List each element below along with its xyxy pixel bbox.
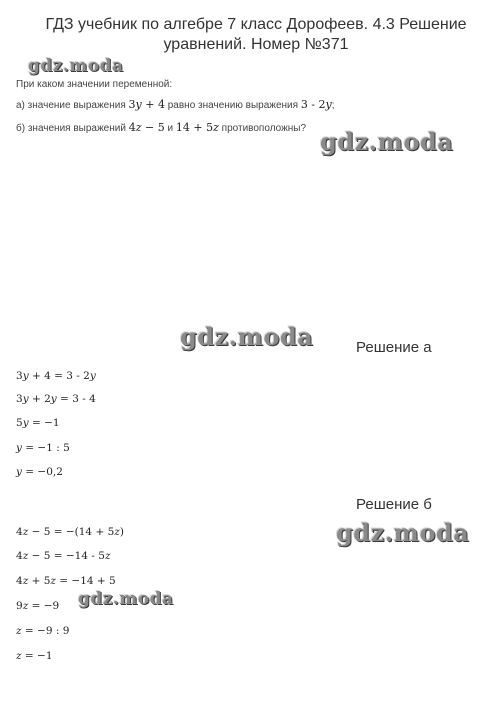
solution-b-step: 4z − 5 = −(14 + 5z) xyxy=(16,526,124,538)
solution-b-step: z = −1 xyxy=(16,650,53,662)
watermark-logo: gdz.moda xyxy=(336,518,470,547)
watermark-logo: gdz.moda xyxy=(28,56,124,76)
task-a-expression-2: 3 - 2y xyxy=(300,98,332,111)
task-b-prefix: б) значения выражений xyxy=(16,123,129,134)
task-a-expression-1: 3y + 4 xyxy=(128,98,165,111)
solution-a-step: y = −0,2 xyxy=(16,466,63,478)
solution-a-step: y = −1 : 5 xyxy=(16,442,70,454)
task-a-middle: равно значению выражения xyxy=(164,100,301,111)
solution-b-step: 9z = −9 xyxy=(16,600,60,612)
page-title: ГДЗ учебник по алгебре 7 класс Дорофеев. 4.3 Решение уравнений. Номер №371 xyxy=(45,16,467,53)
watermark-logo: gdz.moda xyxy=(78,589,174,609)
task-b-suffix: противоположны? xyxy=(218,123,307,134)
task-part-b xyxy=(16,121,306,135)
solution-b-heading: Решение б xyxy=(356,496,432,513)
task-a-prefix: а) значение выражения xyxy=(16,100,129,111)
task-b-expression-2: 14 + 5z xyxy=(175,121,219,134)
task-intro: При каком значении переменной: xyxy=(16,79,173,90)
solution-a-step: 5y = −1 xyxy=(16,417,60,429)
task-b-middle: и xyxy=(164,123,176,134)
solution-b-step: 4z + 5z = −14 + 5 xyxy=(16,575,116,587)
solution-b-step: z = −9 : 9 xyxy=(16,625,70,637)
task-part-a xyxy=(16,98,335,112)
solution-a-heading: Решение а xyxy=(356,339,432,356)
solution-b-step: 4z − 5 = −14 - 5z xyxy=(16,550,111,562)
solution-a-step: 3y + 4 = 3 - 2y xyxy=(16,370,96,382)
task-b-expression-1: 4z − 5 xyxy=(128,121,165,134)
task-a-suffix: ; xyxy=(331,100,335,111)
watermark-logo: gdz.moda xyxy=(320,127,454,156)
solution-a-step: 3y + 2y = 3 - 4 xyxy=(16,393,96,405)
watermark-logo: gdz.moda xyxy=(180,322,314,351)
